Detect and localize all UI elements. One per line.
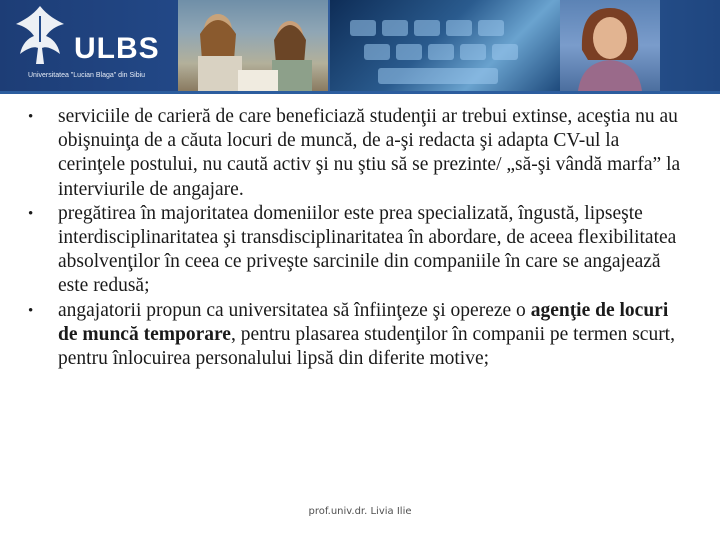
header-banner [0,0,720,91]
bullet-item [28,299,688,372]
woman-photo [560,0,660,91]
logo-wordmark: ULBS [74,32,160,65]
bullet-text: pregătirea în majoritatea domeniilor este prea specializată, îngustă, lipseşte interdisciplinaritatea şi transdisciplinaritatea în abordare, de aceea flexibilitatea absolvenţilor în ceea ce priveşte sarcinile din companiile în care se angajează este redusă; [58,202,677,297]
bullet-text-emphasis: agenţie de locuri de muncă temporare [58,299,669,345]
logo-subtitle: Universitatea "Lucian Blaga" din Sibiu [28,72,146,79]
bullet-text-before: angajatorii propun ca universitatea să înfiinţeze şi opereze o [58,299,531,321]
keyboard-photo [330,0,560,91]
bullet-item [28,202,688,299]
bullet-icon: • [28,302,34,319]
students-photo [178,0,328,91]
bullet-icon: • [28,205,34,222]
footer-author: prof.univ.dr. Livia Ilie [308,506,412,517]
slide-content [28,105,688,371]
bullet-text: serviciile de carieră de care beneficiază studenţii ar trebui extinse, aceştia nu au obişnuinţa de a căuta locuri de muncă, de a-şi redacta şi adapta CV-ul la cerinţele postului, nu caută activ şi nu ştiu să se prezinte/ „să-şi vândă marfa” la interviurile de angajare. [58,106,681,200]
bullet-icon: • [28,109,34,125]
university-logo [6,2,181,88]
header-divider [0,91,720,94]
bullet-text-after: , pentru plasarea studenţilor în companii pe termen scurt, pentru înlocuirea personalului lipsă din diferite motive; [58,323,675,370]
bullet-item [28,105,688,202]
eagle-emblem-icon [10,2,70,72]
